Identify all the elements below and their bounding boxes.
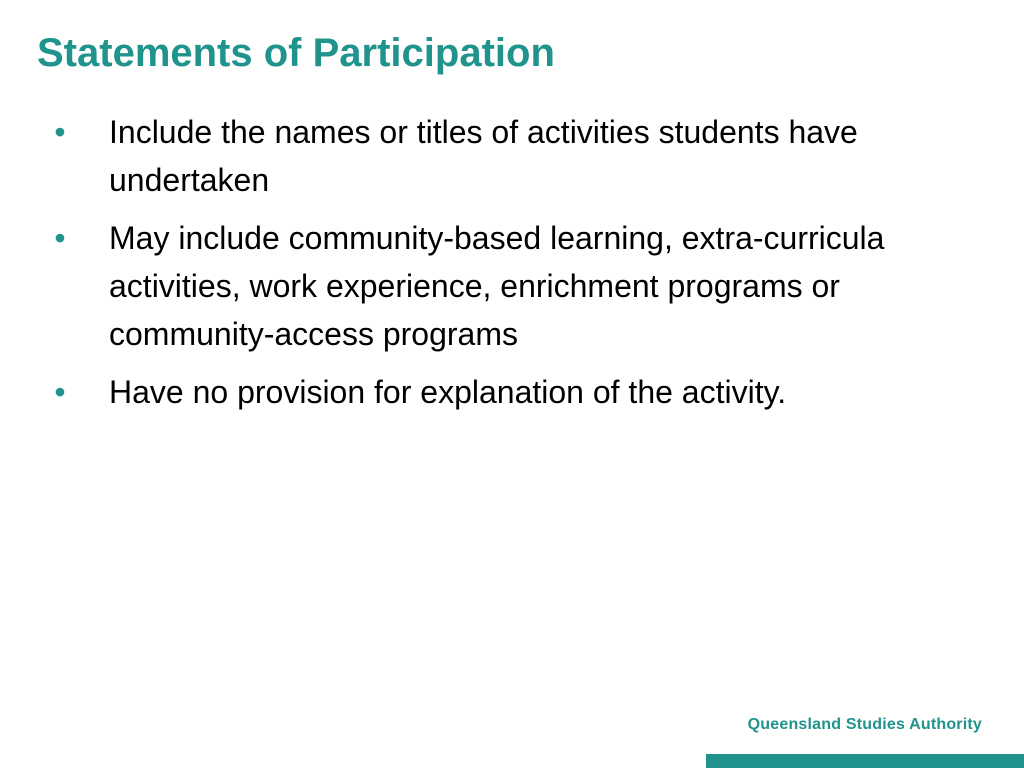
bullet-text: Include the names or titles of activities students have undertaken [109,114,858,198]
bullet-icon: • [54,220,66,256]
slide-title: Statements of Participation [37,31,555,75]
bullet-item [0,108,1024,204]
brand-logo-text: Queensland Studies Authority [747,716,982,733]
bullet-item [0,368,1024,416]
footer-accent-bar [706,754,1024,768]
bullet-text: Have no provision for explanation of the activity. [109,374,787,410]
bullet-icon: • [54,374,66,410]
bullet-item [0,214,1024,358]
bullet-icon: • [54,114,66,150]
bullet-text: May include community-based learning, extra-curricula activities, work experience, enrichment programs or community-access programs [109,220,885,352]
bullet-list [0,108,1024,426]
